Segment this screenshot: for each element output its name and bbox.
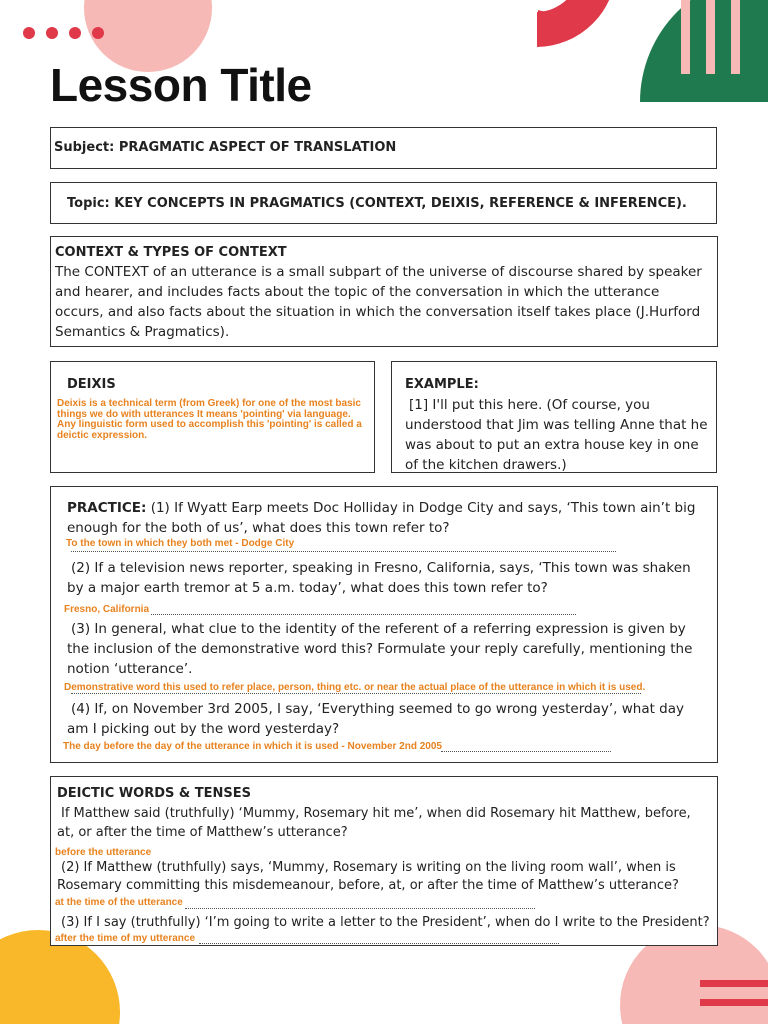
- example-heading: EXAMPLE:: [405, 377, 479, 392]
- deictic-a3: after the time of my utterance: [55, 933, 196, 944]
- deictic-a2: at the time of the utterance: [55, 897, 183, 908]
- green-semicircle: [640, 0, 768, 102]
- context-box: [50, 236, 718, 347]
- answer-line-6: [199, 943, 559, 944]
- red-dot-1: [23, 27, 35, 39]
- context-heading: CONTEXT & TYPES OF CONTEXT: [55, 245, 287, 260]
- red-dot-3: [69, 27, 81, 39]
- practice-heading: PRACTICE:: [67, 500, 147, 516]
- answer-line-2: [151, 614, 576, 615]
- deictic-a1: before the utterance: [55, 847, 152, 858]
- red-dot-2: [46, 27, 58, 39]
- deictic-box: [50, 776, 718, 946]
- answer-line-1: [71, 551, 616, 552]
- pink-bar-1: [681, 0, 690, 74]
- example-text: [1] I'll put this here. (Of course, you understood that Jim was telling Anne that he was about to put an extra house key in one of the kitchen drawers.): [405, 397, 708, 473]
- topic-label: Topic:: [67, 196, 110, 211]
- example-box: [391, 361, 717, 473]
- red-dot-4: [92, 27, 104, 39]
- practice-q1-text: (1) If Wyatt Earp meets Doc Holliday in Dodge City and says, ‘This town ain’t big enough for the both of us’, what does this town refer to?: [67, 500, 696, 536]
- subject-box: [50, 127, 717, 169]
- practice-box: [50, 486, 718, 763]
- topic-text: KEY CONCEPTS IN PRAGMATICS (CONTEXT, DEIXIS, REFERENCE & INFERENCE).: [114, 196, 687, 211]
- red-arc: [537, 0, 616, 47]
- deictic-q2: (2) If Matthew (truthfully) says, ‘Mummy, Rosemary is writing on the living room wall’, when is Rosemary committing this misdemeanour, before, at, or after the time of Matthew’s utterance?: [57, 860, 679, 893]
- practice-q3: (3) In general, what clue to the identity of the referent of a referring expression is given by the inclusion of the demonstrative word this? Formulate your reply carefully, mentioning the notion ‘utterance’.: [67, 621, 693, 677]
- topic-box: [50, 182, 717, 224]
- deixis-definition: Deixis is a technical term (from Greek) for one of the most basic things we do with utterances It means 'pointing' via language. Any linguistic form used to accomplish this 'pointing' is called a deictic expression.: [57, 398, 362, 441]
- practice-q4: (4) If, on November 3rd 2005, I say, ‘Everything seemed to go wrong yesterday’, what day am I picking out by the word yesterday?: [67, 701, 685, 737]
- practice-a2: Fresno, California: [64, 604, 150, 615]
- practice-a1: To the town in which they both met - Dodge City: [66, 538, 295, 549]
- pink-bar-3: [731, 0, 740, 74]
- practice-a4: The day before the day of the utterance in which it is used - November 2nd 2005: [63, 741, 442, 752]
- page-title: Lesson Title: [50, 59, 312, 111]
- deixis-box: [50, 361, 375, 473]
- subject-label: Subject:: [54, 140, 115, 155]
- deictic-heading: DEICTIC WORDS & TENSES: [57, 786, 251, 801]
- subject-text: PRAGMATIC ASPECT OF TRANSLATION: [118, 140, 397, 155]
- context-text: The CONTEXT of an utterance is a small subpart of the universe of discourse shared by speaker and hearer, and includes facts about the topic of the conversation in which the utterance occurs, and also facts about the situation in which the conversation itself takes place (J.Hurford Semantics & Pragmatics).: [55, 264, 702, 340]
- red-line-1: [700, 980, 768, 987]
- practice-a3: Demonstrative word this used to refer place, person, thing etc. or near the actual place of the utterance in which it is used.: [64, 682, 646, 693]
- answer-line-4: [441, 751, 611, 752]
- red-line-2: [700, 999, 768, 1006]
- deictic-q3: (3) If I say (truthfully) ‘I’m going to write a letter to the President’, when do I write to the President?: [61, 915, 710, 930]
- answer-line-5: [185, 908, 535, 909]
- deixis-heading: DEIXIS: [67, 377, 116, 392]
- practice-q1: [67, 498, 707, 538]
- pink-bar-2: [706, 0, 715, 74]
- deictic-q1: If Matthew said (truthfully) ‘Mummy, Rosemary hit me’, when did Rosemary hit Matthew, before, at, or after the time of Matthew’s utterance?: [57, 806, 691, 840]
- practice-q2: (2) If a television news reporter, speaking in Fresno, California, says, ‘This town was shaken by a major earth tremor at 5 a.m. today’, what does this town refer to?: [67, 560, 691, 596]
- answer-line-3: [71, 693, 641, 694]
